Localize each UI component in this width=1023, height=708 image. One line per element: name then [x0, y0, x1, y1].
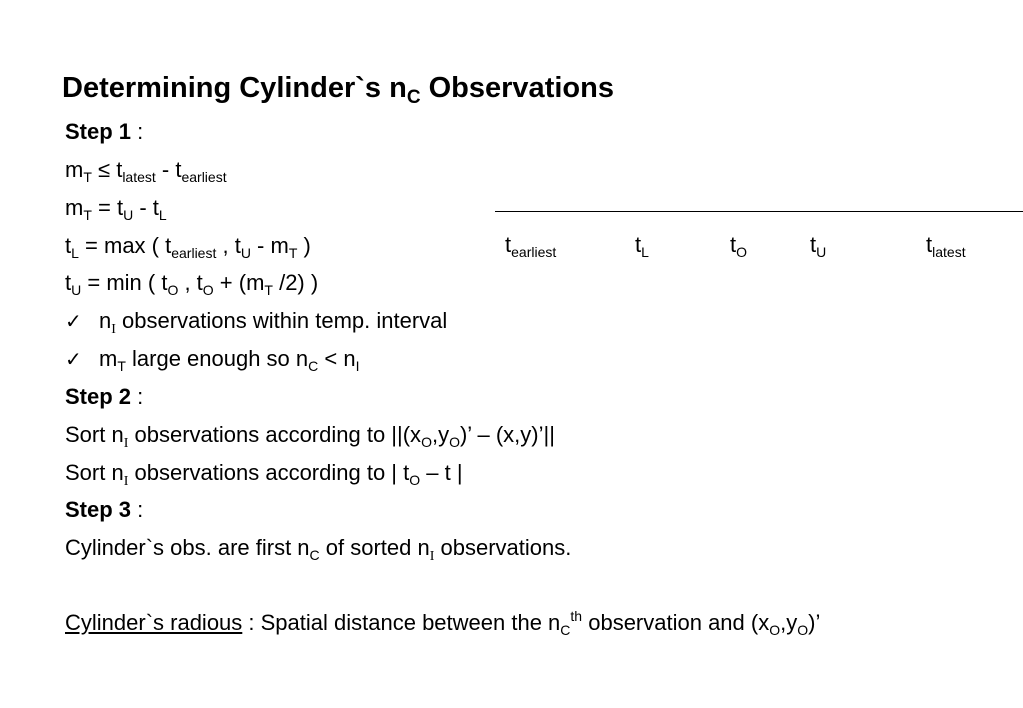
timeline-axis	[495, 211, 1023, 212]
slide-title	[62, 70, 614, 116]
sort1-sub: O	[421, 434, 432, 450]
check2-sub: I	[355, 358, 360, 374]
equation-2	[65, 194, 167, 222]
check1-sub: I	[111, 322, 116, 337]
sort1-term: )’ – (x,y)’||	[459, 422, 555, 447]
radius-term: )’	[808, 610, 821, 635]
check-mark-icon: ✓	[65, 347, 82, 371]
eq3-term: t	[65, 233, 72, 258]
timeline-label-u	[810, 231, 826, 259]
timeline-sub: L	[641, 244, 649, 260]
title-text-rest: Observations	[420, 72, 614, 104]
step3-term: of sorted n	[319, 535, 430, 560]
step3-label: Step 3	[65, 497, 132, 522]
step3-sub: C	[309, 547, 320, 563]
radius-sub: O	[797, 622, 809, 638]
timeline-sub: O	[736, 244, 748, 260]
timeline-sub: U	[816, 244, 827, 260]
sort1-term: observations according to ||(x	[128, 422, 422, 447]
eq4-sub: O	[167, 282, 179, 298]
timeline-sub: earliest	[511, 244, 557, 260]
timeline-label-l	[635, 231, 649, 259]
equation-3	[65, 232, 311, 260]
sort2-term: observations according to | t	[128, 460, 410, 485]
sort2-term: – t |	[420, 460, 463, 485]
sort2-sub: O	[409, 472, 421, 488]
sort1-sub: O	[449, 434, 460, 450]
eq3-sub: U	[240, 245, 251, 261]
eq2-sub: L	[158, 207, 167, 223]
step3-text	[65, 534, 571, 562]
eq1-term: - t	[155, 157, 182, 182]
check2-term: m	[99, 346, 118, 371]
eq4-sub: O	[202, 282, 214, 298]
timeline-label-earliest	[505, 231, 556, 259]
eq4-sub: U	[71, 282, 82, 298]
radius-term: ,y	[780, 610, 798, 635]
equation-4	[65, 269, 318, 297]
timeline-base: t	[810, 232, 817, 257]
step3-colon: :	[131, 497, 144, 522]
step3-heading	[65, 496, 143, 524]
step3-term: observations.	[434, 535, 572, 560]
check-item-1	[65, 307, 447, 335]
eq4-term: t	[65, 270, 72, 295]
step3-sub: I	[429, 549, 435, 564]
check2-sub: C	[308, 358, 319, 374]
eq2-sub: U	[123, 207, 134, 223]
timeline-label-o	[730, 231, 747, 259]
timeline-base: t	[730, 232, 737, 257]
eq4-term: + (m	[213, 270, 265, 295]
eq4-term: = min ( t	[81, 270, 168, 295]
check2-term: large enough so n	[125, 346, 309, 371]
check2-term: < n	[318, 346, 356, 371]
radius-sup: th	[570, 608, 583, 624]
title-text: Determining Cylinder`s n	[62, 72, 407, 104]
eq4-term: , t	[178, 270, 203, 295]
sort1-sub: I	[123, 436, 129, 451]
equation-1	[65, 156, 227, 184]
check-item-2	[65, 345, 359, 373]
radius-label: Cylinder`s radious	[65, 610, 243, 635]
eq1-term: m	[65, 157, 84, 182]
cylinder-radius-definition	[65, 609, 820, 637]
timeline-sub: latest	[932, 244, 966, 260]
sort-temporal-line	[65, 459, 463, 487]
step1-heading	[65, 118, 143, 146]
timeline-base: t	[926, 232, 933, 257]
eq4-sub: T	[264, 282, 273, 298]
timeline-base: t	[635, 232, 642, 257]
eq4-term: /2) )	[272, 270, 319, 295]
eq3-sub: L	[71, 245, 79, 261]
eq3-term: - m	[250, 233, 289, 258]
check1-term: observations within temp. interval	[115, 308, 448, 333]
eq3-term: )	[297, 233, 311, 258]
sort1-term: ,y	[431, 422, 450, 447]
eq2-term: - t	[133, 195, 159, 220]
sort-spatial-line	[65, 421, 555, 449]
eq2-term: m	[65, 195, 84, 220]
eq2-sub: T	[83, 207, 92, 223]
check1-term: n	[99, 308, 112, 333]
radius-term: observation and (x	[582, 610, 770, 635]
step3-term: Cylinder`s obs. are first n	[65, 535, 310, 560]
step2-label: Step 2	[65, 384, 132, 409]
radius-sub: O	[769, 622, 781, 638]
step2-heading	[65, 383, 143, 411]
eq1-sub: latest	[122, 169, 156, 185]
sort2-term: Sort n	[65, 460, 124, 485]
eq3-term: = max ( t	[78, 233, 172, 258]
eq3-sub: T	[288, 245, 298, 261]
sort1-term: Sort n	[65, 422, 124, 447]
sort2-sub: I	[123, 474, 129, 489]
check-mark-icon: ✓	[65, 309, 82, 333]
eq1-term: ≤ t	[91, 157, 123, 182]
check2-sub: T	[117, 358, 126, 374]
radius-term: : Spatial distance between the n	[242, 610, 561, 635]
timeline-base: t	[505, 232, 512, 257]
eq2-term: = t	[91, 195, 124, 220]
step2-colon: :	[131, 384, 144, 409]
eq3-term: , t	[216, 233, 241, 258]
radius-sub: C	[560, 622, 571, 638]
step1-colon: :	[131, 119, 144, 144]
timeline-label-latest	[926, 231, 966, 259]
eq1-sub: earliest	[181, 169, 227, 185]
eq1-sub: T	[83, 169, 92, 185]
eq3-sub: earliest	[171, 245, 217, 261]
step1-label: Step 1	[65, 119, 132, 144]
title-subscript: C	[406, 87, 421, 108]
